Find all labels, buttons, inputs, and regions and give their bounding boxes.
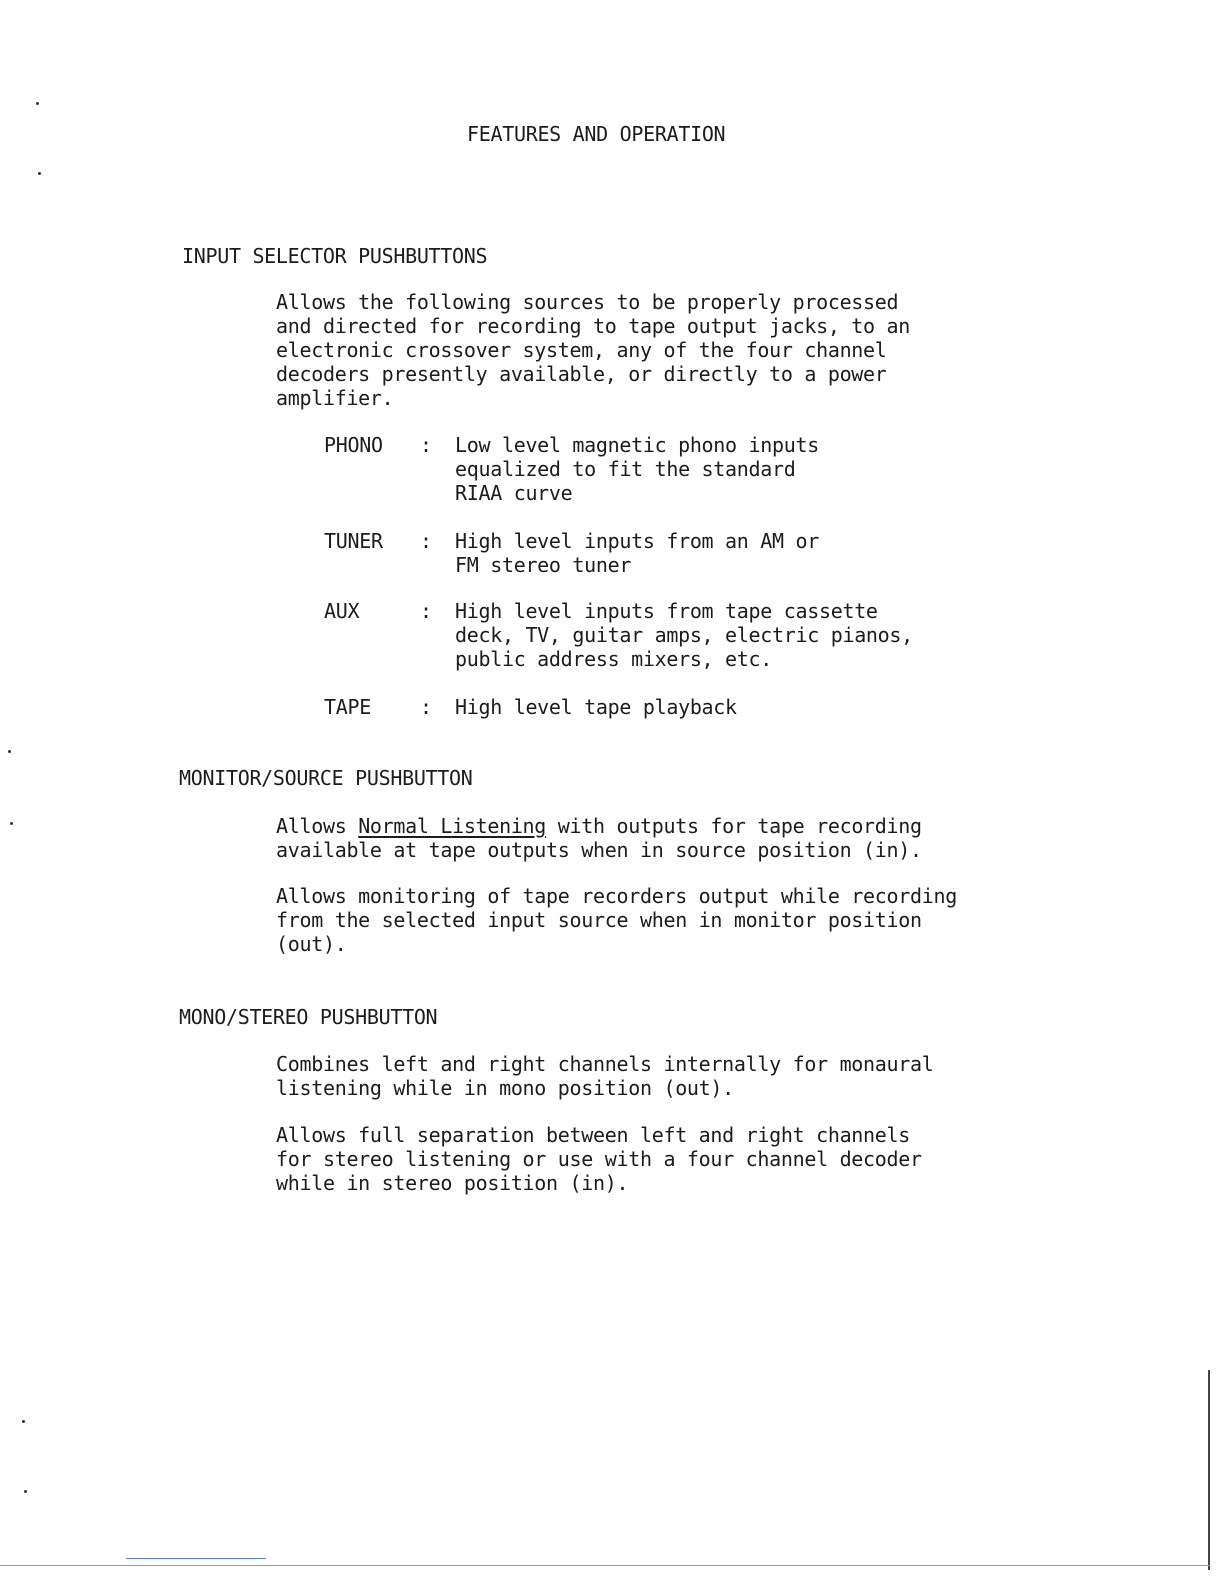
text-fragment: with outputs for tape recording xyxy=(546,814,922,838)
monitor-source-paragraph-1 xyxy=(276,814,922,862)
text-line: deck, TV, guitar amps, electric pianos, xyxy=(455,623,913,647)
scan-edge-line xyxy=(0,1565,1210,1566)
scan-edge-line xyxy=(1208,1370,1210,1570)
text-line: Combines left and right channels internally for monaural xyxy=(276,1052,934,1076)
source-separator: : xyxy=(420,599,432,623)
scan-speck xyxy=(24,1490,27,1493)
text-line: decoders presently available, or directly to a power xyxy=(276,362,887,386)
text-line: Allows full separation between left and right channels xyxy=(276,1123,911,1147)
text-line: equalized to fit the standard xyxy=(455,457,796,481)
text-line: Allows the following sources to be properly processed xyxy=(276,290,899,314)
mono-stereo-paragraph-1 xyxy=(276,1052,934,1100)
source-description xyxy=(455,529,819,577)
monitor-source-paragraph-2 xyxy=(276,884,957,956)
text-line: from the selected input source when in monitor position xyxy=(276,908,922,932)
source-label: AUX xyxy=(324,599,360,623)
text-fragment: Allows xyxy=(276,814,359,838)
mono-stereo-paragraph-2 xyxy=(276,1123,922,1195)
text-line: High level inputs from tape cassette xyxy=(455,599,878,623)
scan-speck xyxy=(38,172,41,175)
source-label: TUNER xyxy=(324,529,383,553)
text-line: RIAA curve xyxy=(455,481,573,505)
text-line: amplifier. xyxy=(276,386,394,410)
section-heading-input-selector: INPUT SELECTOR PUSHBUTTONS xyxy=(182,244,488,268)
text-line: (out). xyxy=(276,932,347,956)
section-heading-mono-stereo: MONO/STEREO PUSHBUTTON xyxy=(179,1005,438,1029)
source-separator: : xyxy=(420,695,432,719)
text-line: available at tape outputs when in source position (in). xyxy=(276,838,922,862)
scan-edge-line xyxy=(126,1558,266,1559)
scan-speck xyxy=(8,750,11,753)
text-line: public address mixers, etc. xyxy=(455,647,773,671)
text-line: electronic crossover system, any of the four channel xyxy=(276,338,887,362)
text-line: Low level magnetic phono inputs xyxy=(455,433,819,457)
text-line: while in stereo position (in). xyxy=(276,1171,629,1195)
source-description xyxy=(455,433,819,505)
input-selector-intro xyxy=(276,290,910,410)
scan-speck xyxy=(10,822,13,825)
underlined-text: Normal Listening xyxy=(358,814,547,838)
source-separator: : xyxy=(420,433,432,457)
text-line xyxy=(276,814,922,838)
page-title: FEATURES AND OPERATION xyxy=(467,122,726,146)
source-separator: : xyxy=(420,529,432,553)
text-line: Allows monitoring of tape recorders output while recording xyxy=(276,884,957,908)
text-line: listening while in mono position (out). xyxy=(276,1076,734,1100)
text-line: High level inputs from an AM or xyxy=(455,529,819,553)
source-description xyxy=(455,599,913,671)
source-label: PHONO xyxy=(324,433,383,457)
source-description xyxy=(455,695,737,719)
text-line: and directed for recording to tape output jacks, to an xyxy=(276,314,911,338)
scan-speck xyxy=(22,1420,25,1423)
text-line: for stereo listening or use with a four channel decoder xyxy=(276,1147,922,1171)
text-line: FM stereo tuner xyxy=(455,553,632,577)
scan-speck xyxy=(36,102,39,105)
section-heading-monitor-source: MONITOR/SOURCE PUSHBUTTON xyxy=(179,766,473,790)
source-label: TAPE xyxy=(324,695,371,719)
text-line: High level tape playback xyxy=(455,695,737,719)
